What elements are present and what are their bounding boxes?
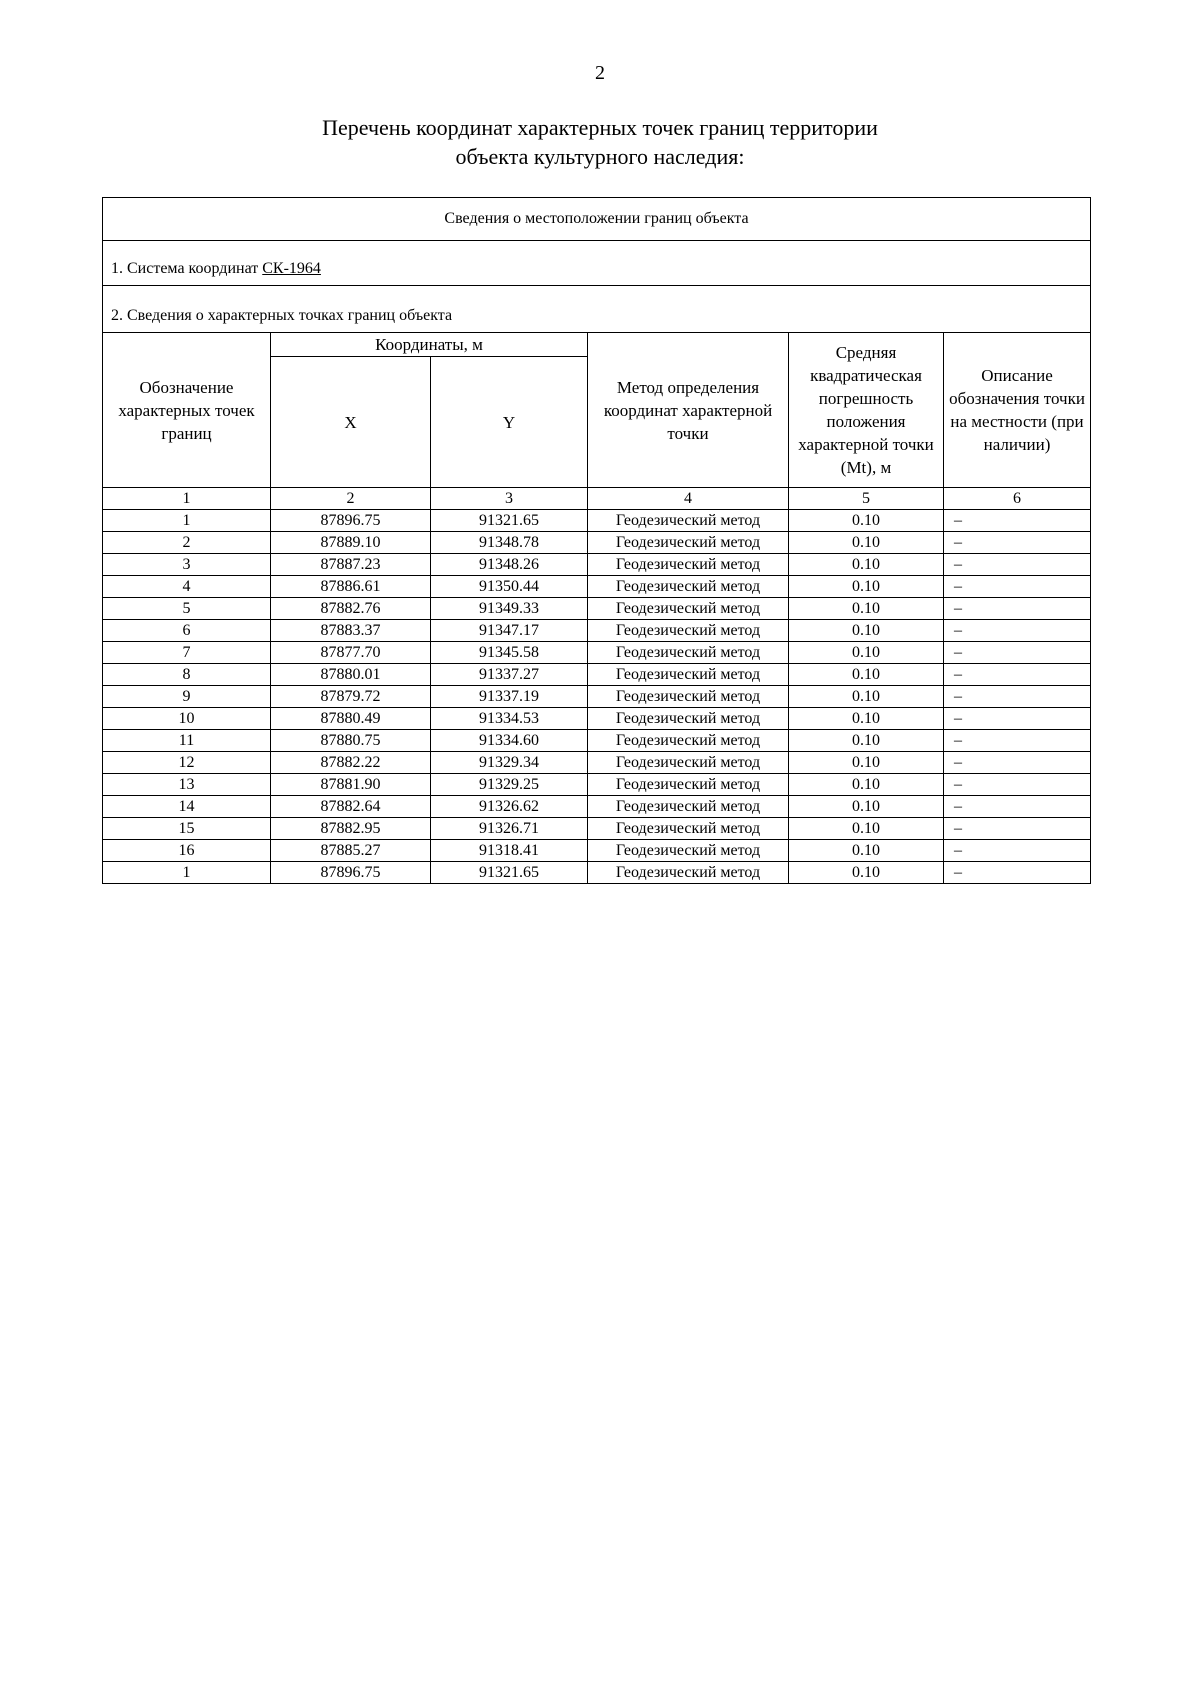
y-cell: 91348.78: [431, 532, 588, 554]
error-cell: 0.10: [789, 510, 944, 532]
y-cell: 91321.65: [431, 862, 588, 884]
y-cell: 91350.44: [431, 576, 588, 598]
error-cell: 0.10: [789, 576, 944, 598]
method-cell: Геодезический метод: [588, 730, 789, 752]
point-cell: 2: [103, 532, 271, 554]
error-cell: 0.10: [789, 862, 944, 884]
point-cell: 9: [103, 686, 271, 708]
document-title: [0, 113, 1200, 171]
x-cell: 87877.70: [271, 642, 431, 664]
table-row: [103, 642, 1091, 664]
x-cell: 87896.75: [271, 862, 431, 884]
error-cell: 0.10: [789, 840, 944, 862]
y-cell: 91321.65: [431, 510, 588, 532]
table-row: [103, 510, 1091, 532]
table-row: [103, 840, 1091, 862]
table-row: [103, 752, 1091, 774]
description-cell: –: [944, 532, 1091, 554]
col-designation-header: Обозначение характерных точек границ: [103, 333, 271, 488]
table-row: [103, 818, 1091, 840]
error-cell: 0.10: [789, 554, 944, 576]
x-cell: 87882.22: [271, 752, 431, 774]
description-cell: –: [944, 774, 1091, 796]
description-cell: –: [944, 862, 1091, 884]
x-cell: 87882.95: [271, 818, 431, 840]
coordinate-system-row: [103, 241, 1091, 286]
y-cell: 91337.27: [431, 664, 588, 686]
method-cell: Геодезический метод: [588, 840, 789, 862]
error-cell: 0.10: [789, 620, 944, 642]
description-cell: –: [944, 664, 1091, 686]
points-section-label: 2. Сведения о характерных точках границ объекта: [103, 286, 1091, 333]
column-number: 2: [271, 488, 431, 510]
point-cell: 14: [103, 796, 271, 818]
x-cell: 87881.90: [271, 774, 431, 796]
method-cell: Геодезический метод: [588, 642, 789, 664]
col-description-header: Описание обозначения точки на местности (при наличии): [944, 333, 1091, 488]
y-cell: 91326.71: [431, 818, 588, 840]
table-row: [103, 664, 1091, 686]
error-cell: 0.10: [789, 796, 944, 818]
y-cell: 91329.25: [431, 774, 588, 796]
document-title-line-2: объекта культурного наследия:: [455, 144, 745, 169]
coordinate-system-value: СК-1964: [262, 260, 321, 277]
method-cell: Геодезический метод: [588, 796, 789, 818]
description-cell: –: [944, 642, 1091, 664]
description-cell: –: [944, 576, 1091, 598]
table-row: [103, 620, 1091, 642]
section-title: Сведения о местоположении границ объекта: [103, 198, 1091, 241]
error-cell: 0.10: [789, 818, 944, 840]
y-cell: 91334.53: [431, 708, 588, 730]
point-cell: 5: [103, 598, 271, 620]
column-number: 6: [944, 488, 1091, 510]
method-cell: Геодезический метод: [588, 510, 789, 532]
table-row: [103, 576, 1091, 598]
table-row: [103, 532, 1091, 554]
x-cell: 87885.27: [271, 840, 431, 862]
col-y-header: Y: [431, 357, 588, 488]
method-cell: Геодезический метод: [588, 532, 789, 554]
y-cell: 91337.19: [431, 686, 588, 708]
x-cell: 87880.01: [271, 664, 431, 686]
point-cell: 10: [103, 708, 271, 730]
y-cell: 91347.17: [431, 620, 588, 642]
y-cell: 91349.33: [431, 598, 588, 620]
y-cell: 91345.58: [431, 642, 588, 664]
point-cell: 12: [103, 752, 271, 774]
col-coords-header: Координаты, м: [271, 333, 588, 357]
point-cell: 3: [103, 554, 271, 576]
col-error-header: Средняя квадратическая погрешность положения характерной точки (Mt), м: [789, 333, 944, 488]
table-row: [103, 708, 1091, 730]
point-cell: 8: [103, 664, 271, 686]
point-cell: 1: [103, 862, 271, 884]
description-cell: –: [944, 752, 1091, 774]
table-row: [103, 796, 1091, 818]
x-cell: 87880.75: [271, 730, 431, 752]
error-cell: 0.10: [789, 642, 944, 664]
table-row: [103, 774, 1091, 796]
column-number: 1: [103, 488, 271, 510]
description-cell: –: [944, 686, 1091, 708]
error-cell: 0.10: [789, 598, 944, 620]
point-cell: 1: [103, 510, 271, 532]
point-cell: 6: [103, 620, 271, 642]
method-cell: Геодезический метод: [588, 686, 789, 708]
error-cell: 0.10: [789, 686, 944, 708]
point-cell: 4: [103, 576, 271, 598]
error-cell: 0.10: [789, 708, 944, 730]
description-cell: –: [944, 796, 1091, 818]
table-row: [103, 730, 1091, 752]
x-cell: 87887.23: [271, 554, 431, 576]
method-cell: Геодезический метод: [588, 554, 789, 576]
method-cell: Геодезический метод: [588, 620, 789, 642]
method-cell: Геодезический метод: [588, 576, 789, 598]
x-cell: 87882.76: [271, 598, 431, 620]
coordinates-table: [102, 197, 1091, 884]
point-cell: 16: [103, 840, 271, 862]
description-cell: –: [944, 620, 1091, 642]
error-cell: 0.10: [789, 752, 944, 774]
description-cell: –: [944, 818, 1091, 840]
document-title-line-1: Перечень координат характерных точек границ территории: [322, 115, 878, 140]
y-cell: 91318.41: [431, 840, 588, 862]
x-cell: 87889.10: [271, 532, 431, 554]
error-cell: 0.10: [789, 532, 944, 554]
description-cell: –: [944, 730, 1091, 752]
method-cell: Геодезический метод: [588, 708, 789, 730]
point-cell: 15: [103, 818, 271, 840]
table-row: [103, 598, 1091, 620]
method-cell: Геодезический метод: [588, 862, 789, 884]
description-cell: –: [944, 598, 1091, 620]
description-cell: –: [944, 510, 1091, 532]
col-method-header: Метод определения координат характерной точки: [588, 333, 789, 488]
x-cell: 87880.49: [271, 708, 431, 730]
x-cell: 87883.37: [271, 620, 431, 642]
error-cell: 0.10: [789, 664, 944, 686]
method-cell: Геодезический метод: [588, 664, 789, 686]
description-cell: –: [944, 708, 1091, 730]
x-cell: 87879.72: [271, 686, 431, 708]
x-cell: 87886.61: [271, 576, 431, 598]
method-cell: Геодезический метод: [588, 818, 789, 840]
point-cell: 13: [103, 774, 271, 796]
method-cell: Геодезический метод: [588, 752, 789, 774]
description-cell: –: [944, 840, 1091, 862]
x-cell: 87896.75: [271, 510, 431, 532]
y-cell: 91329.34: [431, 752, 588, 774]
col-x-header: X: [271, 357, 431, 488]
y-cell: 91334.60: [431, 730, 588, 752]
table-row: [103, 554, 1091, 576]
point-cell: 11: [103, 730, 271, 752]
table-row: [103, 686, 1091, 708]
column-number: 5: [789, 488, 944, 510]
page-number: 2: [595, 62, 605, 84]
y-cell: 91348.26: [431, 554, 588, 576]
description-cell: –: [944, 554, 1091, 576]
column-numbers-row: [103, 488, 1091, 510]
method-cell: Геодезический метод: [588, 598, 789, 620]
column-number: 3: [431, 488, 588, 510]
column-number: 4: [588, 488, 789, 510]
x-cell: 87882.64: [271, 796, 431, 818]
coordinate-system-label: 1. Система координат: [111, 260, 263, 277]
error-cell: 0.10: [789, 774, 944, 796]
error-cell: 0.10: [789, 730, 944, 752]
table-row: [103, 862, 1091, 884]
method-cell: Геодезический метод: [588, 774, 789, 796]
y-cell: 91326.62: [431, 796, 588, 818]
point-cell: 7: [103, 642, 271, 664]
